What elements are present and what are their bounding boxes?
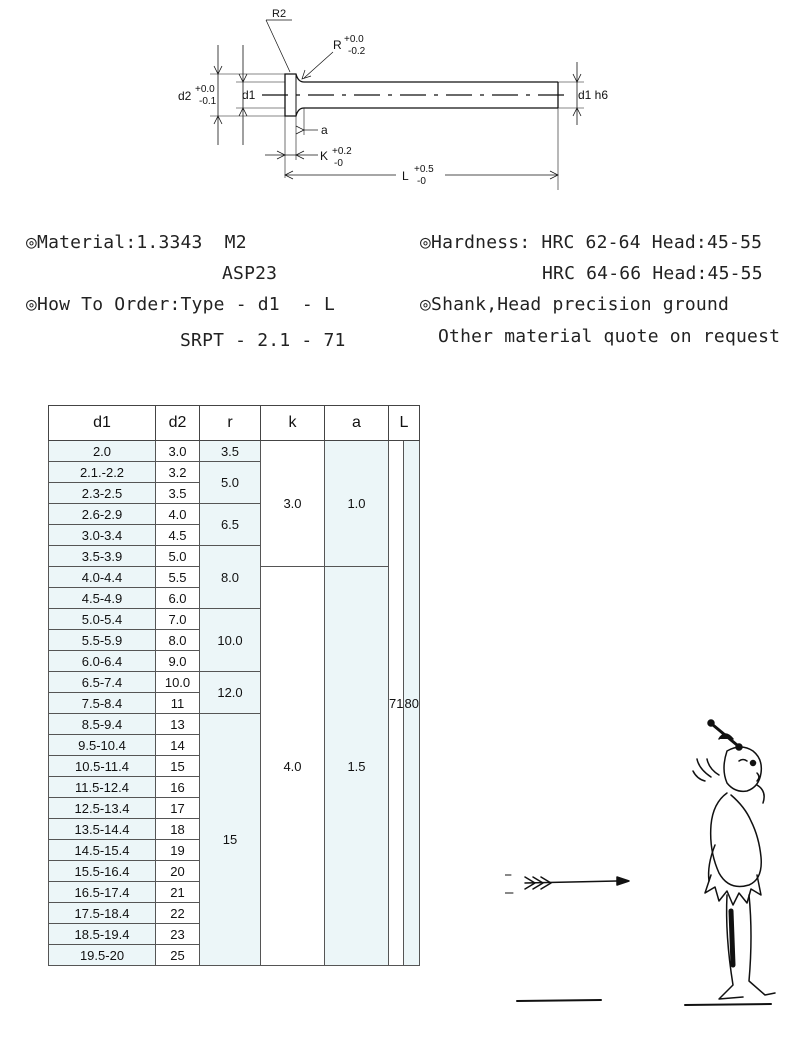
cell-d2: 16 [156,777,200,798]
cell-d2: 20 [156,861,200,882]
cell-d1: 5.0-5.4 [49,609,156,630]
cell-d1: 2.3-2.5 [49,483,156,504]
r-tol-minus: -0.2 [348,46,366,57]
cell-d1: 6.0-6.4 [49,651,156,672]
cell-d1: 9.5-10.4 [49,735,156,756]
material-spec-2: ASP23 [222,263,278,284]
header-a: a [325,406,389,441]
d1-h6-label: d1 h6 [578,88,609,102]
table-header-row [49,406,420,441]
cell-d1: 12.5-13.4 [49,798,156,819]
cell-d1: 7.5-8.4 [49,693,156,714]
cell-d2: 11 [156,693,200,714]
d2-tol-minus: -0.1 [199,96,217,107]
r-label: R [333,38,342,52]
cell-L-71: 71 [389,441,404,966]
cell-d2: 21 [156,882,200,903]
cell-d1: 3.0-3.4 [49,525,156,546]
cell-r: 12.0 [200,672,261,714]
dimensions-table [48,405,420,966]
cell-d2: 10.0 [156,672,200,693]
cell-d2: 4.5 [156,525,200,546]
l-tol-minus: -0 [417,176,426,187]
cell-d1: 14.5-15.4 [49,840,156,861]
r-tol-plus: +0.0 [344,34,364,45]
cell-k: 3.0 [261,441,325,567]
material-spec: ◎Material:1.3343 M2 [26,232,247,253]
other-material-note: Other material quote on request [438,326,781,347]
d2-tol-plus: +0.0 [195,84,215,95]
how-to-order: ◎How To Order:Type - d1 - L [26,294,336,315]
cell-a: 1.5 [325,567,389,966]
cell-d2: 9.0 [156,651,200,672]
cell-d2: 3.5 [156,483,200,504]
cell-d2: 7.0 [156,609,200,630]
arrow-icon [525,877,629,889]
k-tol-plus: +0.2 [332,146,352,157]
k-tol-minus: -0 [334,158,343,169]
cell-d1: 16.5-17.4 [49,882,156,903]
cell-d1: 4.5-4.9 [49,588,156,609]
cell-d2: 3.0 [156,441,200,462]
cell-d2: 5.5 [156,567,200,588]
cell-d2: 14 [156,735,200,756]
cell-d1: 8.5-9.4 [49,714,156,735]
cell-d1: 13.5-14.4 [49,819,156,840]
cell-d2: 8.0 [156,630,200,651]
order-example: SRPT - 2.1 - 71 [180,330,346,351]
hardness-spec-2: HRC 64-66 Head:45-55 [542,263,763,284]
cell-d2: 17 [156,798,200,819]
cell-a: 1.0 [325,441,389,567]
cell-r: 10.0 [200,609,261,672]
l-tol-plus: +0.5 [414,164,434,175]
cell-d2: 6.0 [156,588,200,609]
cell-d2: 19 [156,840,200,861]
header-d1: d1 [49,406,156,441]
k-label: K [320,149,329,163]
cell-d2: 22 [156,903,200,924]
hardness-spec: ◎Hardness: HRC 62-64 Head:45-55 [420,232,763,253]
cell-d2: 3.2 [156,462,200,483]
cell-d1: 2.6-2.9 [49,504,156,525]
cell-d1: 10.5-11.4 [49,756,156,777]
cell-r: 15 [200,714,261,966]
cell-k: 4.0 [261,567,325,966]
cell-d1: 3.5-3.9 [49,546,156,567]
cell-d1: 15.5-16.4 [49,861,156,882]
r2-label: R2 [272,8,287,20]
cell-d1: 2.1.-2.2 [49,462,156,483]
cell-r: 8.0 [200,546,261,609]
cell-d1: 17.5-18.4 [49,903,156,924]
table-row [49,441,420,462]
cell-r: 3.5 [200,441,261,462]
cell-d2: 18 [156,819,200,840]
d1-label: d1 [242,88,256,102]
cell-r: 6.5 [200,504,261,546]
shank-head-ground: ◎Shank,Head precision ground [420,294,730,315]
cell-d1: 19.5-20 [49,945,156,966]
startled-figure [693,720,775,999]
l-label: L [402,169,409,183]
cell-d1: 4.0-4.4 [49,567,156,588]
cell-d2: 5.0 [156,546,200,567]
cell-L-80: 80 [404,441,419,966]
cell-d1: 11.5-12.4 [49,777,156,798]
header-r: r [200,406,261,441]
cell-d1: 18.5-19.4 [49,924,156,945]
cell-d2: 23 [156,924,200,945]
cartoon-illustration [505,715,785,1015]
punch-technical-drawing [0,0,800,200]
cell-d2: 13 [156,714,200,735]
cell-d2: 4.0 [156,504,200,525]
header-d2: d2 [156,406,200,441]
cell-d1: 5.5-5.9 [49,630,156,651]
cell-d1: 2.0 [49,441,156,462]
header-k: k [261,406,325,441]
cell-d2: 25 [156,945,200,966]
cell-d2: 15 [156,756,200,777]
a-label: a [321,123,328,137]
header-L: L [389,406,420,441]
cell-d1: 6.5-7.4 [49,672,156,693]
cell-r: 5.0 [200,462,261,504]
d2-label: d2 [178,89,192,103]
